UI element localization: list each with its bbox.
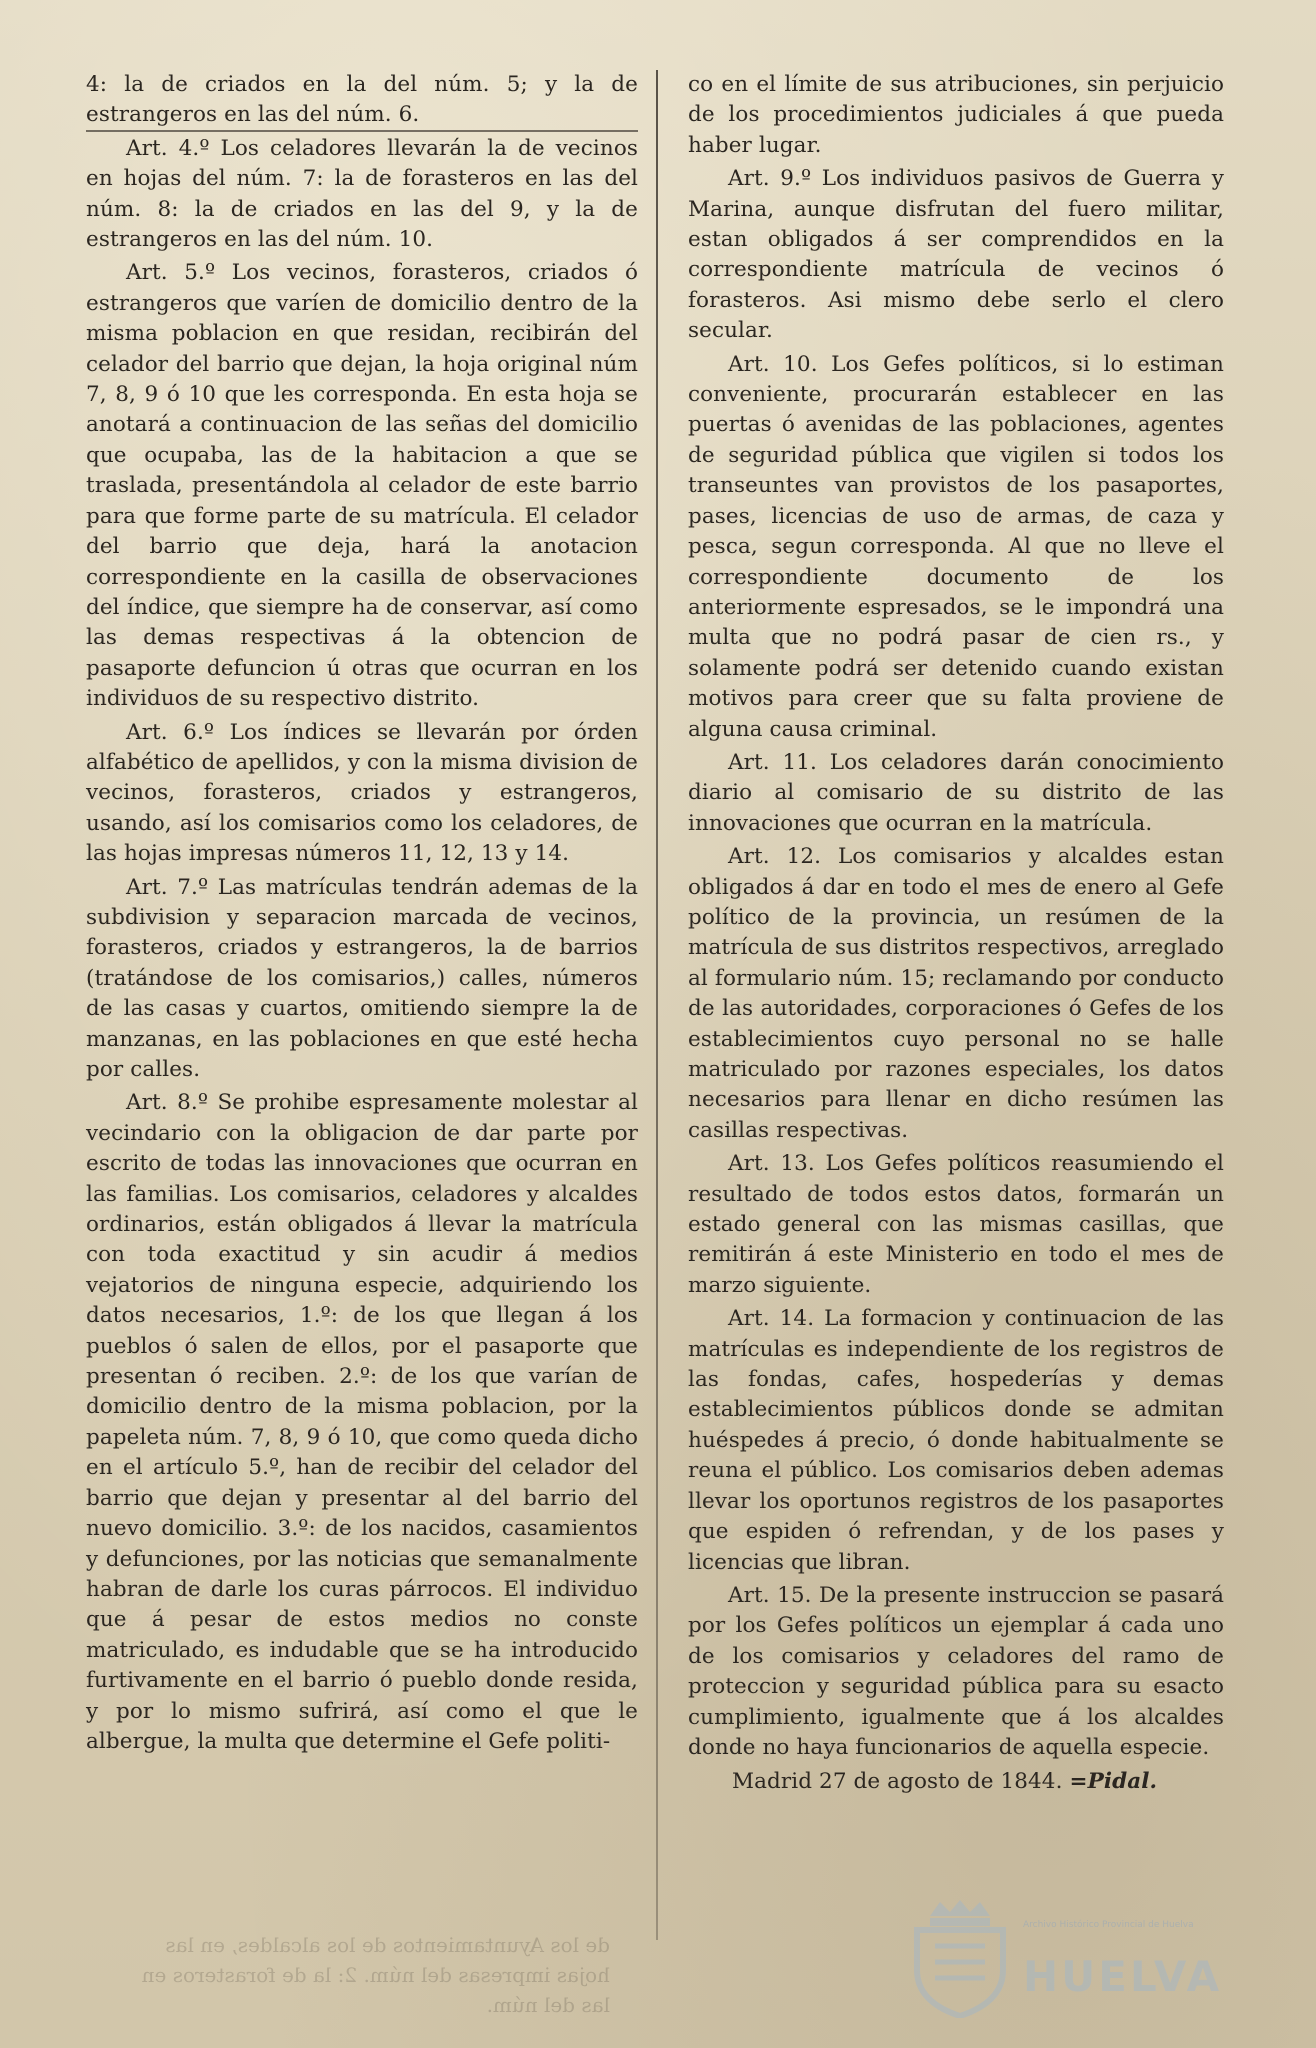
article-15: Art. 15. De la presente instruccion se pasará por los Gefes políticos un ejemplar á cada uno de los comisarios y celadores del ramo de proteccion y seguridad pública para su esacto cumplimiento, igualmente que á los alcaldes donde no haya funcionarios de aquella especie. bbox=[688, 1582, 1224, 1760]
paragraph-continuation: 4: la de criados en la del núm. 5; y la de estrangeros en las del núm. 6. bbox=[86, 72, 638, 128]
article-6: Art. 6.º Los índices se llevarán por órden alfabético de apellidos, y con la misma division de vecinos, forasteros, criados y estrangeros, usando, así los comisarios como los celadores, de las hojas impresas números 11, 12, 13 y 14. bbox=[86, 719, 638, 867]
crown-shield-icon bbox=[905, 1898, 1015, 2018]
right-column bbox=[688, 70, 1224, 1801]
article-13: Art. 13. Los Gefes políticos reasumiendo el resultado de todos estos datos, formarán un estado general con las mismas casillas, que remitirán á este Ministerio en todo el mes de marzo siguiente. bbox=[688, 1151, 1224, 1298]
date-signature-line bbox=[688, 1767, 1224, 1797]
signature: =Pidal. bbox=[1069, 1769, 1158, 1795]
article-7: Art. 7.º Las matrículas tendrán ademas de la subdivision y separacion marcada de vecinos, forasteros, criados y estrangeros, la de barrios (tratándose de los comisarios,) calles, números de las casas y cuartos, omitiendo siempre la de manzanas, en las poblaciones en que esté hecha por calles. bbox=[86, 874, 638, 1082]
article-8: Art. 8.º Se prohibe espresamente molestar al vecindario con la obligacion de dar parte por escrito de todas las innovaciones que ocurran en las familias. Los comisarios, celadores y alcaldes ordinarios, están obligados á llevar la matrícula con toda exactitud y sin acudir á medios vejatorios de ninguna especie, adquiriendo los datos necesarios, 1.º: de los que llegan á los pueblos ó salen de ellos, por el pasaporte que presentan ó reciben. 2.º: de los que varían de domicilio dentro de la misma poblacion, por la papeleta núm. 7, 8, 9 ó 10, que como queda dicho en el artículo 5.º, han de recibir del celador del barrio que dejan y presentar al del barrio del nuevo domicilio. 3.º: de los nacidos, casamientos y defunciones, por las noticias que semanalmente habran de darle los curas párrocos. El individuo que á pesar de estos medios no conste matriculado, es indudable que se ha introducido furtivamente en el barrio ó pueblo donde resida, y por lo mismo sufrirá, así como el que le albergue, la multa que determine el Gefe politi- bbox=[86, 1090, 638, 1754]
column-divider bbox=[656, 70, 658, 1940]
article-10: Art. 10. Los Gefes políticos, si lo estiman conveniente, procurarán establecer en las puertas ó avenidas de las poblaciones, agentes de seguridad pública que vigilen si todos los transeuntes van provistos de los pasaportes, pases, licencias de uso de armas, de caza y pesca, segun corresponda. Al que no lleve el correspondiente documento de los anteriormente espresados, se le impondrá una multa que no podrá pasar de cien rs., y solamente podrá ser detenido cuando existan motivos para creer que su falta proviene de alguna causa criminal. bbox=[688, 351, 1224, 742]
archive-watermark bbox=[905, 1890, 1245, 2020]
article-11: Art. 11. Los celadores darán conocimiento diario al comisario de su distrito de las innovaciones que ocurran en la matrícula. bbox=[688, 749, 1224, 836]
watermark-city: HUELVA bbox=[1023, 1952, 1223, 2001]
article-14: Art. 14. La formacion y continuacion de las matrículas es independiente de los registros de las fondas, cafes, hospederías y demas establecimientos públicos donde se admitan huéspedes á precio, ó donde habitualmente se reuna el público. Los comisarios deben ademas llevar los oportunos registros de los pasaportes que espiden ó refrendan, y de los pases y licencias que libran. bbox=[688, 1306, 1224, 1575]
header-rule bbox=[86, 130, 638, 132]
article-9: Art. 9.º Los individuos pasivos de Guerra y Marina, aunque disfrutan del fuero militar, estan obligados á ser comprendidos en la correspondiente matrícula de vecinos ó forasteros. Asi mismo debe serlo el clero secular. bbox=[688, 166, 1224, 344]
bleed-through-text: de los Ayuntamientos de los alcaldes, en las hojas impresas del núm. 2: la de forasteros en las del núm. bbox=[141, 1933, 610, 2017]
article-12: Art. 12. Los comisarios y alcaldes estan obligados á dar en todo el mes de enero al Gefe político de la provincia, un resúmen de la matrícula de sus distritos respectivos, arreglado al formulario núm. 15; reclamando por conducto de las autoridades, corporaciones ó Gefes de los establecimientos cuyo personal no se halle matriculado por razones especiales, los datos necesarios para llenar en dicho resúmen las casillas respectivas. bbox=[688, 844, 1224, 1143]
watermark-title: Archivo Histórico Provincial de Huelva bbox=[1023, 1920, 1194, 1930]
article-5: Art. 5.º Los vecinos, forasteros, criados ó estrangeros que varíen de domicilio dentro de la misma poblacion en que residan, recibirán del celador del barrio que dejan, la hoja original núm 7, 8, 9 ó 10 que les corresponda. En esta hoja se anotará a continuacion de las señas del domicilio que ocupaba, las de la habitacion a que se traslada, presentándola al celador de este barrio para que forme parte de su matrícula. El celador del barrio que deja, hará la anotacion correspondiente en la casilla de observaciones del índice, que siempre ha de conservar, así como las demas respectivas á la obtencion de pasaporte defuncion ú otras que ocurran en los individuos de su respectivo distrito. bbox=[86, 260, 638, 712]
date-line: Madrid 27 de agosto de 1844. bbox=[732, 1769, 1063, 1795]
article-4: Art. 4.º Los celadores llevarán la de vecinos en hojas del núm. 7: la de forasteros en las del núm. 8: la de criados en las del 9, y la de estrangeros en las del núm. 10. bbox=[86, 135, 638, 253]
article-8-continuation: co en el límite de sus atribuciones, sin perjuicio de los procedimientos judiciales á que pueda haber lugar. bbox=[688, 72, 1224, 158]
left-column bbox=[86, 70, 638, 1760]
